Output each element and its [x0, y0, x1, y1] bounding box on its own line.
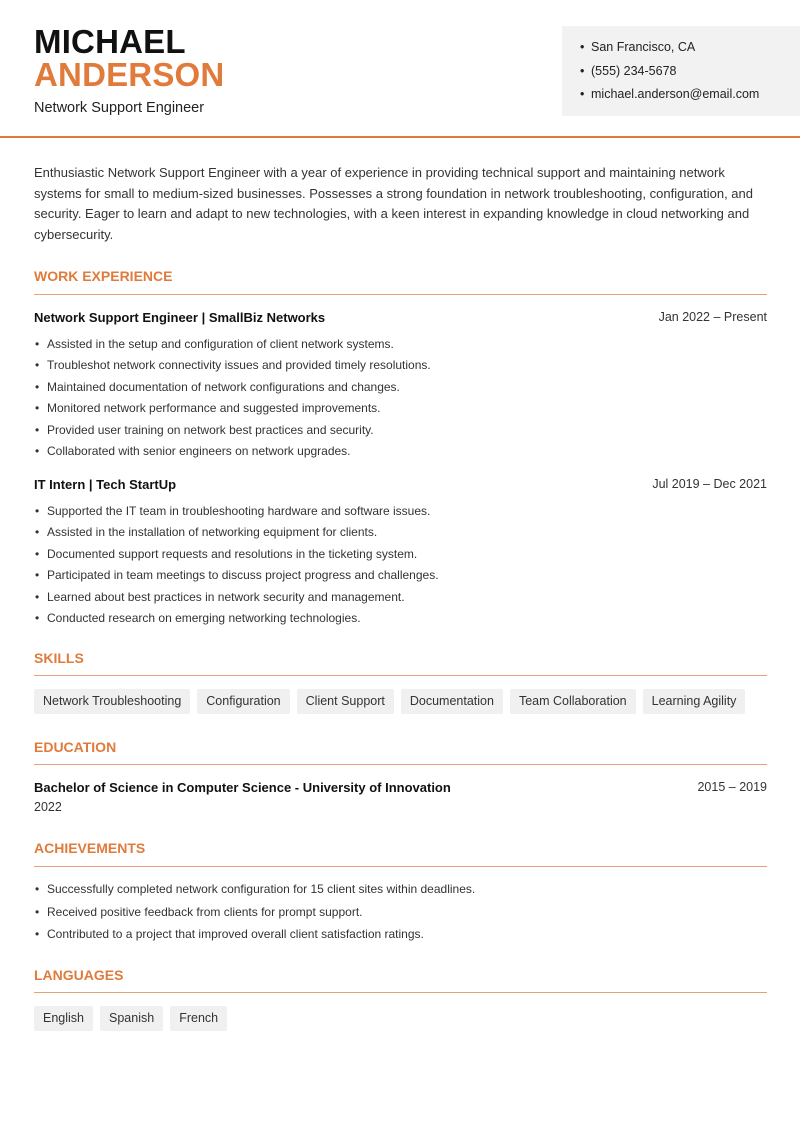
list-item: • Contributed to a project that improved overall client satisfaction ratings. [34, 926, 475, 949]
section-title-skills: SKILLS [34, 650, 84, 666]
list-item: • Received positive feedback from clients for prompt support. [34, 904, 475, 927]
education-date: 2015 – 2019 [697, 780, 767, 794]
list-item: • Assisted in the setup and configuration of client network systems. [34, 336, 431, 357]
section-title-education: EDUCATION [34, 739, 117, 755]
section-divider [34, 675, 767, 676]
resume-header [0, 0, 800, 138]
list-item: • Supported the IT team in troubleshooting hardware and software issues. [34, 503, 439, 524]
list-item: • Provided user training on network best practices and security. [34, 422, 431, 443]
education-degree: Bachelor of Science in Computer Science - University of Innovation [34, 780, 451, 795]
section-divider [34, 764, 767, 765]
list-item: • Maintained documentation of network configurations and changes. [34, 379, 431, 400]
list-item: • Conducted research on emerging networking technologies. [34, 610, 439, 631]
skill-chip: Learning Agility [643, 689, 746, 714]
contact-location: • San Francisco, CA [580, 40, 800, 64]
job-bullets [34, 336, 431, 464]
list-item: • Assisted in the installation of networking equipment for clients. [34, 524, 439, 545]
languages-list [34, 1006, 227, 1031]
section-title-languages: LANGUAGES [34, 967, 124, 983]
last-name: ANDERSON [34, 56, 225, 93]
skill-chip: Documentation [401, 689, 503, 714]
section-divider [34, 866, 767, 867]
skill-chip: Configuration [197, 689, 289, 714]
skill-chip: Team Collaboration [510, 689, 636, 714]
job-bullets [34, 503, 439, 631]
job-entry-date: Jan 2022 – Present [658, 310, 767, 324]
list-item: • Troubleshot network connectivity issues and provided timely resolutions. [34, 357, 431, 378]
job-entry-title: IT Intern | Tech StartUp [34, 477, 177, 492]
contact-email[interactable]: • michael.anderson@email.com [580, 87, 800, 111]
list-item: • Participated in team meetings to discuss project progress and challenges. [34, 567, 439, 588]
section-title-work: WORK EXPERIENCE [34, 268, 173, 284]
section-divider [34, 992, 767, 993]
contact-box [562, 26, 800, 116]
first-name: MICHAEL [34, 23, 186, 60]
achievements-list [34, 881, 475, 949]
language-chip: Spanish [100, 1006, 163, 1031]
list-item: • Monitored network performance and suggested improvements. [34, 400, 431, 421]
skill-chip: Network Troubleshooting [34, 689, 190, 714]
list-item: • Successfully completed network configuration for 15 client sites within deadlines. [34, 881, 475, 904]
list-item: • Collaborated with senior engineers on network upgrades. [34, 443, 431, 464]
contact-phone: • (555) 234-5678 [580, 64, 800, 88]
summary-paragraph: Enthusiastic Network Support Engineer with a year of experience in providing technical support and maintaining network systems for small to medium-sized businesses. Possesses a strong foundation in network troubleshooting, configuration, and security. Eager to learn and adapt to new technologies, with a keen interest in expanding knowledge in cloud networking and cybersecurity. [34, 165, 753, 243]
job-entry-title: Network Support Engineer | SmallBiz Networks [34, 310, 326, 325]
skill-chip: Client Support [297, 689, 394, 714]
list-item: • Learned about best practices in network security and management. [34, 589, 439, 610]
skills-list [34, 689, 745, 714]
section-title-achievements: ACHIEVEMENTS [34, 840, 146, 856]
job-entry-date: Jul 2019 – Dec 2021 [652, 477, 767, 491]
education-year: 2022 [34, 800, 62, 814]
section-divider [34, 294, 767, 295]
language-chip: English [34, 1006, 93, 1031]
language-chip: French [170, 1006, 227, 1031]
list-item: • Documented support requests and resolutions in the ticketing system. [34, 546, 439, 567]
job-title: Network Support Engineer [34, 100, 205, 116]
